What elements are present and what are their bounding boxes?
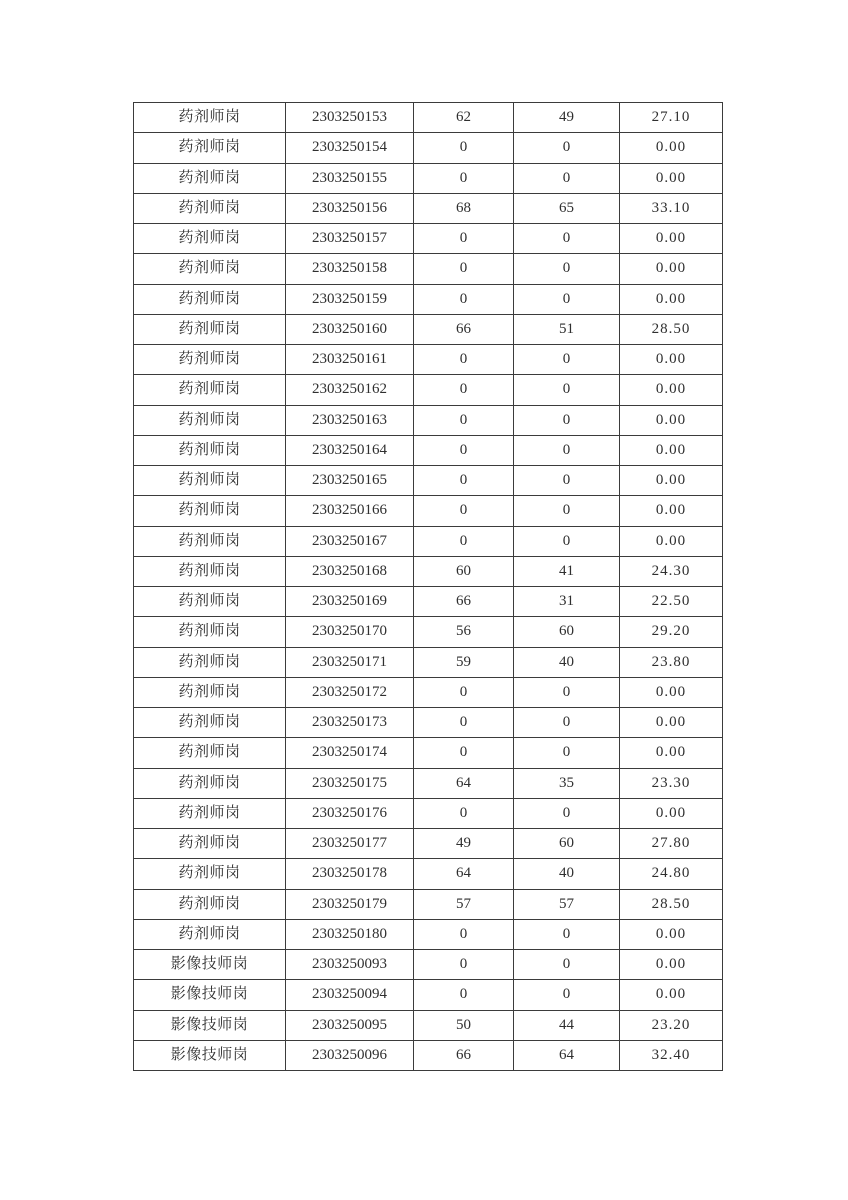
- cell-score-2: 0: [514, 466, 620, 496]
- cell-score-1: 0: [414, 738, 514, 768]
- cell-total-score: 0.00: [620, 950, 723, 980]
- cell-score-1: 0: [414, 496, 514, 526]
- cell-score-1: 57: [414, 889, 514, 919]
- cell-total-score: 29.20: [620, 617, 723, 647]
- cell-score-1: 0: [414, 980, 514, 1010]
- cell-total-score: 0.00: [620, 163, 723, 193]
- table-row: [134, 466, 723, 496]
- cell-score-2: 0: [514, 950, 620, 980]
- cell-score-1: 62: [414, 103, 514, 133]
- cell-score-2: 49: [514, 103, 620, 133]
- cell-score-2: 0: [514, 708, 620, 738]
- cell-score-1: 49: [414, 829, 514, 859]
- cell-score-1: 0: [414, 375, 514, 405]
- cell-candidate-number: 2303250095: [286, 1010, 414, 1040]
- table-row: [134, 133, 723, 163]
- table-row: [134, 193, 723, 223]
- cell-total-score: 0.00: [620, 466, 723, 496]
- cell-position: 影像技师岗: [134, 1010, 286, 1040]
- cell-position: 药剂师岗: [134, 405, 286, 435]
- cell-total-score: 23.80: [620, 647, 723, 677]
- cell-position: 药剂师岗: [134, 829, 286, 859]
- table-row: [134, 950, 723, 980]
- cell-score-1: 0: [414, 466, 514, 496]
- cell-score-1: 0: [414, 526, 514, 556]
- cell-position: 药剂师岗: [134, 919, 286, 949]
- cell-total-score: 0.00: [620, 254, 723, 284]
- table-row: [134, 829, 723, 859]
- cell-score-2: 0: [514, 133, 620, 163]
- score-table: [133, 102, 723, 1071]
- table-row: [134, 919, 723, 949]
- score-table-body: [134, 103, 723, 1071]
- cell-position: 药剂师岗: [134, 345, 286, 375]
- cell-score-1: 56: [414, 617, 514, 647]
- cell-position: 药剂师岗: [134, 768, 286, 798]
- cell-position: 药剂师岗: [134, 193, 286, 223]
- cell-position: 药剂师岗: [134, 103, 286, 133]
- cell-position: 药剂师岗: [134, 466, 286, 496]
- cell-position: 药剂师岗: [134, 133, 286, 163]
- cell-position: 影像技师岗: [134, 950, 286, 980]
- cell-total-score: 0.00: [620, 133, 723, 163]
- cell-candidate-number: 2303250165: [286, 466, 414, 496]
- cell-position: 药剂师岗: [134, 587, 286, 617]
- cell-candidate-number: 2303250156: [286, 193, 414, 223]
- cell-position: 药剂师岗: [134, 435, 286, 465]
- cell-score-1: 0: [414, 435, 514, 465]
- cell-position: 药剂师岗: [134, 617, 286, 647]
- cell-candidate-number: 2303250094: [286, 980, 414, 1010]
- cell-candidate-number: 2303250161: [286, 345, 414, 375]
- cell-score-2: 0: [514, 980, 620, 1010]
- cell-candidate-number: 2303250160: [286, 314, 414, 344]
- cell-score-2: 0: [514, 405, 620, 435]
- cell-total-score: 33.10: [620, 193, 723, 223]
- cell-position: 药剂师岗: [134, 224, 286, 254]
- table-row: [134, 647, 723, 677]
- cell-candidate-number: 2303250177: [286, 829, 414, 859]
- cell-position: 药剂师岗: [134, 375, 286, 405]
- cell-position: 药剂师岗: [134, 254, 286, 284]
- cell-candidate-number: 2303250159: [286, 284, 414, 314]
- cell-candidate-number: 2303250154: [286, 133, 414, 163]
- table-row: [134, 435, 723, 465]
- cell-candidate-number: 2303250153: [286, 103, 414, 133]
- cell-score-2: 0: [514, 798, 620, 828]
- cell-score-1: 0: [414, 708, 514, 738]
- cell-position: 药剂师岗: [134, 647, 286, 677]
- cell-candidate-number: 2303250174: [286, 738, 414, 768]
- cell-total-score: 22.50: [620, 587, 723, 617]
- cell-score-2: 40: [514, 859, 620, 889]
- cell-score-2: 40: [514, 647, 620, 677]
- cell-candidate-number: 2303250172: [286, 677, 414, 707]
- cell-score-1: 66: [414, 314, 514, 344]
- cell-candidate-number: 2303250178: [286, 859, 414, 889]
- cell-candidate-number: 2303250164: [286, 435, 414, 465]
- table-row: [134, 587, 723, 617]
- table-row: [134, 1040, 723, 1070]
- cell-candidate-number: 2303250166: [286, 496, 414, 526]
- cell-candidate-number: 2303250168: [286, 556, 414, 586]
- table-row: [134, 314, 723, 344]
- cell-total-score: 0.00: [620, 405, 723, 435]
- cell-score-1: 64: [414, 859, 514, 889]
- cell-position: 药剂师岗: [134, 738, 286, 768]
- cell-score-2: 41: [514, 556, 620, 586]
- cell-score-2: 35: [514, 768, 620, 798]
- cell-candidate-number: 2303250171: [286, 647, 414, 677]
- cell-candidate-number: 2303250180: [286, 919, 414, 949]
- cell-score-1: 0: [414, 345, 514, 375]
- cell-total-score: 24.80: [620, 859, 723, 889]
- cell-total-score: 28.50: [620, 314, 723, 344]
- cell-score-2: 51: [514, 314, 620, 344]
- cell-score-1: 0: [414, 163, 514, 193]
- cell-total-score: 0.00: [620, 980, 723, 1010]
- cell-score-2: 0: [514, 345, 620, 375]
- cell-score-1: 0: [414, 950, 514, 980]
- cell-score-2: 0: [514, 284, 620, 314]
- cell-score-2: 65: [514, 193, 620, 223]
- cell-position: 影像技师岗: [134, 1040, 286, 1070]
- cell-candidate-number: 2303250169: [286, 587, 414, 617]
- table-row: [134, 738, 723, 768]
- cell-position: 药剂师岗: [134, 798, 286, 828]
- cell-score-2: 64: [514, 1040, 620, 1070]
- cell-score-1: 0: [414, 919, 514, 949]
- cell-total-score: 0.00: [620, 708, 723, 738]
- cell-total-score: 0.00: [620, 919, 723, 949]
- cell-candidate-number: 2303250175: [286, 768, 414, 798]
- cell-total-score: 0.00: [620, 496, 723, 526]
- table-row: [134, 677, 723, 707]
- cell-total-score: 0.00: [620, 677, 723, 707]
- cell-total-score: 0.00: [620, 284, 723, 314]
- cell-score-2: 0: [514, 435, 620, 465]
- cell-score-1: 68: [414, 193, 514, 223]
- cell-candidate-number: 2303250163: [286, 405, 414, 435]
- cell-total-score: 23.30: [620, 768, 723, 798]
- table-row: [134, 284, 723, 314]
- cell-score-2: 0: [514, 738, 620, 768]
- cell-score-2: 0: [514, 375, 620, 405]
- cell-score-1: 0: [414, 405, 514, 435]
- cell-total-score: 0.00: [620, 738, 723, 768]
- cell-candidate-number: 2303250170: [286, 617, 414, 647]
- table-row: [134, 163, 723, 193]
- cell-total-score: 0.00: [620, 224, 723, 254]
- cell-score-2: 0: [514, 224, 620, 254]
- cell-score-1: 60: [414, 556, 514, 586]
- cell-position: 药剂师岗: [134, 526, 286, 556]
- cell-candidate-number: 2303250157: [286, 224, 414, 254]
- cell-score-2: 31: [514, 587, 620, 617]
- table-row: [134, 103, 723, 133]
- cell-score-1: 64: [414, 768, 514, 798]
- cell-total-score: 0.00: [620, 798, 723, 828]
- table-row: [134, 526, 723, 556]
- cell-candidate-number: 2303250158: [286, 254, 414, 284]
- cell-total-score: 0.00: [620, 345, 723, 375]
- table-row: [134, 375, 723, 405]
- cell-score-1: 0: [414, 284, 514, 314]
- cell-score-1: 0: [414, 254, 514, 284]
- cell-score-1: 66: [414, 587, 514, 617]
- cell-score-2: 60: [514, 617, 620, 647]
- cell-score-1: 66: [414, 1040, 514, 1070]
- cell-candidate-number: 2303250162: [286, 375, 414, 405]
- cell-position: 药剂师岗: [134, 496, 286, 526]
- cell-score-1: 59: [414, 647, 514, 677]
- cell-candidate-number: 2303250176: [286, 798, 414, 828]
- cell-score-1: 0: [414, 224, 514, 254]
- table-row: [134, 859, 723, 889]
- cell-position: 药剂师岗: [134, 677, 286, 707]
- cell-position: 药剂师岗: [134, 859, 286, 889]
- table-row: [134, 224, 723, 254]
- cell-score-2: 0: [514, 677, 620, 707]
- cell-score-2: 44: [514, 1010, 620, 1040]
- cell-candidate-number: 2303250179: [286, 889, 414, 919]
- cell-position: 药剂师岗: [134, 708, 286, 738]
- table-row: [134, 798, 723, 828]
- table-row: [134, 345, 723, 375]
- cell-score-2: 0: [514, 254, 620, 284]
- cell-score-1: 0: [414, 677, 514, 707]
- cell-position: 药剂师岗: [134, 163, 286, 193]
- cell-score-1: 0: [414, 798, 514, 828]
- cell-score-2: 0: [514, 163, 620, 193]
- cell-total-score: 32.40: [620, 1040, 723, 1070]
- table-row: [134, 889, 723, 919]
- table-row: [134, 496, 723, 526]
- cell-total-score: 28.50: [620, 889, 723, 919]
- cell-candidate-number: 2303250173: [286, 708, 414, 738]
- cell-score-2: 60: [514, 829, 620, 859]
- cell-position: 影像技师岗: [134, 980, 286, 1010]
- table-row: [134, 617, 723, 647]
- cell-total-score: 24.30: [620, 556, 723, 586]
- cell-total-score: 0.00: [620, 375, 723, 405]
- cell-position: 药剂师岗: [134, 284, 286, 314]
- cell-total-score: 27.10: [620, 103, 723, 133]
- cell-score-2: 0: [514, 919, 620, 949]
- table-row: [134, 254, 723, 284]
- cell-total-score: 27.80: [620, 829, 723, 859]
- cell-total-score: 23.20: [620, 1010, 723, 1040]
- table-row: [134, 556, 723, 586]
- cell-candidate-number: 2303250167: [286, 526, 414, 556]
- cell-position: 药剂师岗: [134, 314, 286, 344]
- table-row: [134, 708, 723, 738]
- cell-total-score: 0.00: [620, 526, 723, 556]
- cell-total-score: 0.00: [620, 435, 723, 465]
- cell-candidate-number: 2303250093: [286, 950, 414, 980]
- cell-position: 药剂师岗: [134, 556, 286, 586]
- table-row: [134, 1010, 723, 1040]
- cell-candidate-number: 2303250096: [286, 1040, 414, 1070]
- table-row: [134, 980, 723, 1010]
- cell-position: 药剂师岗: [134, 889, 286, 919]
- cell-score-1: 50: [414, 1010, 514, 1040]
- cell-score-2: 57: [514, 889, 620, 919]
- cell-score-1: 0: [414, 133, 514, 163]
- table-row: [134, 768, 723, 798]
- cell-candidate-number: 2303250155: [286, 163, 414, 193]
- table-row: [134, 405, 723, 435]
- cell-score-2: 0: [514, 526, 620, 556]
- cell-score-2: 0: [514, 496, 620, 526]
